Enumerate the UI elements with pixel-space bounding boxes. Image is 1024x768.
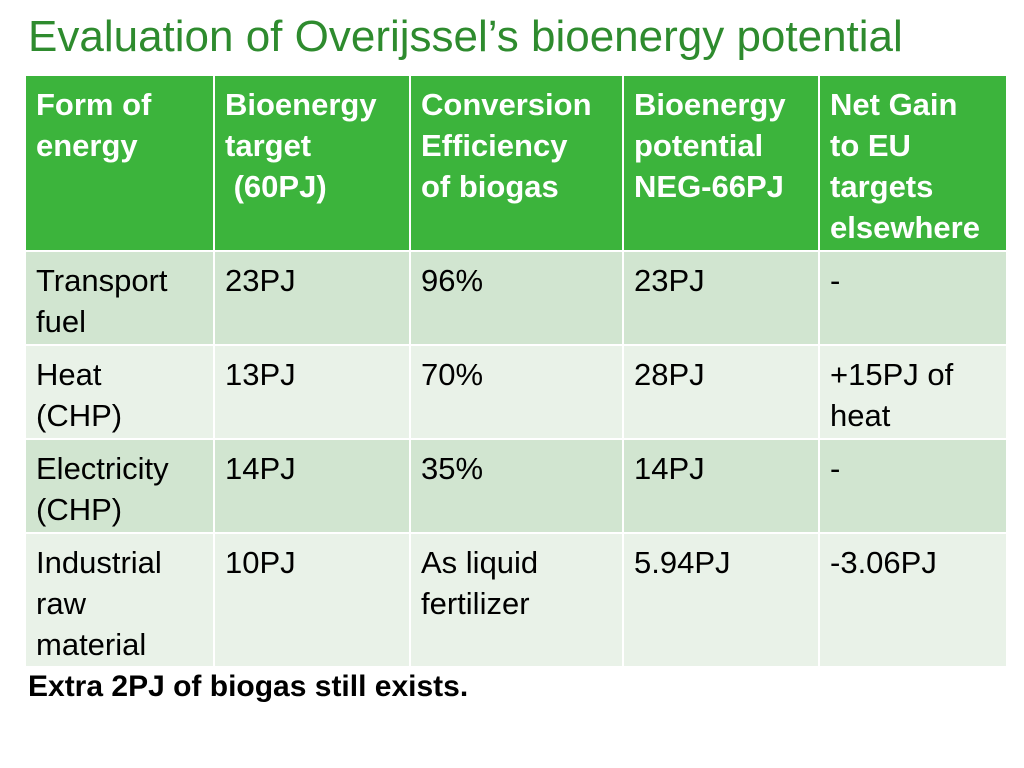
cell-net-gain: +15PJ of heat	[819, 345, 1007, 439]
header-net-gain: Net Gain to EU targets elsewhere	[819, 75, 1007, 251]
cell-potential: 23PJ	[623, 251, 819, 345]
cell-target: 10PJ	[214, 533, 410, 667]
header-conversion-efficiency: Conversion Efficiency of biogas	[410, 75, 623, 251]
cell-net-gain: -	[819, 439, 1007, 533]
cell-efficiency: As liquid fertilizer	[410, 533, 623, 667]
cell-net-gain: -	[819, 251, 1007, 345]
cell-potential: 28PJ	[623, 345, 819, 439]
cell-target: 14PJ	[214, 439, 410, 533]
cell-form: Transport fuel	[25, 251, 214, 345]
header-bioenergy-target: Bioenergy target (60PJ)	[214, 75, 410, 251]
cell-efficiency: 96%	[410, 251, 623, 345]
slide-title: Evaluation of Overijssel’s bioenergy potential	[28, 12, 903, 61]
table-row-transport	[25, 251, 1007, 345]
table-row-industrial	[25, 533, 1007, 667]
cell-potential: 14PJ	[623, 439, 819, 533]
bioenergy-table	[24, 74, 1008, 668]
footnote: Extra 2PJ of biogas still exists.	[28, 670, 469, 703]
cell-form: Electricity (CHP)	[25, 439, 214, 533]
cell-efficiency: 70%	[410, 345, 623, 439]
cell-target: 13PJ	[214, 345, 410, 439]
cell-form: Industrial raw material	[25, 533, 214, 667]
cell-efficiency: 35%	[410, 439, 623, 533]
header-bioenergy-potential: Bioenergy potential NEG-66PJ	[623, 75, 819, 251]
cell-target: 23PJ	[214, 251, 410, 345]
table-row-electricity	[25, 439, 1007, 533]
table-row-heat	[25, 345, 1007, 439]
header-form-of-energy: Form of energy	[25, 75, 214, 251]
cell-form: Heat (CHP)	[25, 345, 214, 439]
cell-potential: 5.94PJ	[623, 533, 819, 667]
cell-net-gain: -3.06PJ	[819, 533, 1007, 667]
table-header-row	[25, 75, 1007, 251]
